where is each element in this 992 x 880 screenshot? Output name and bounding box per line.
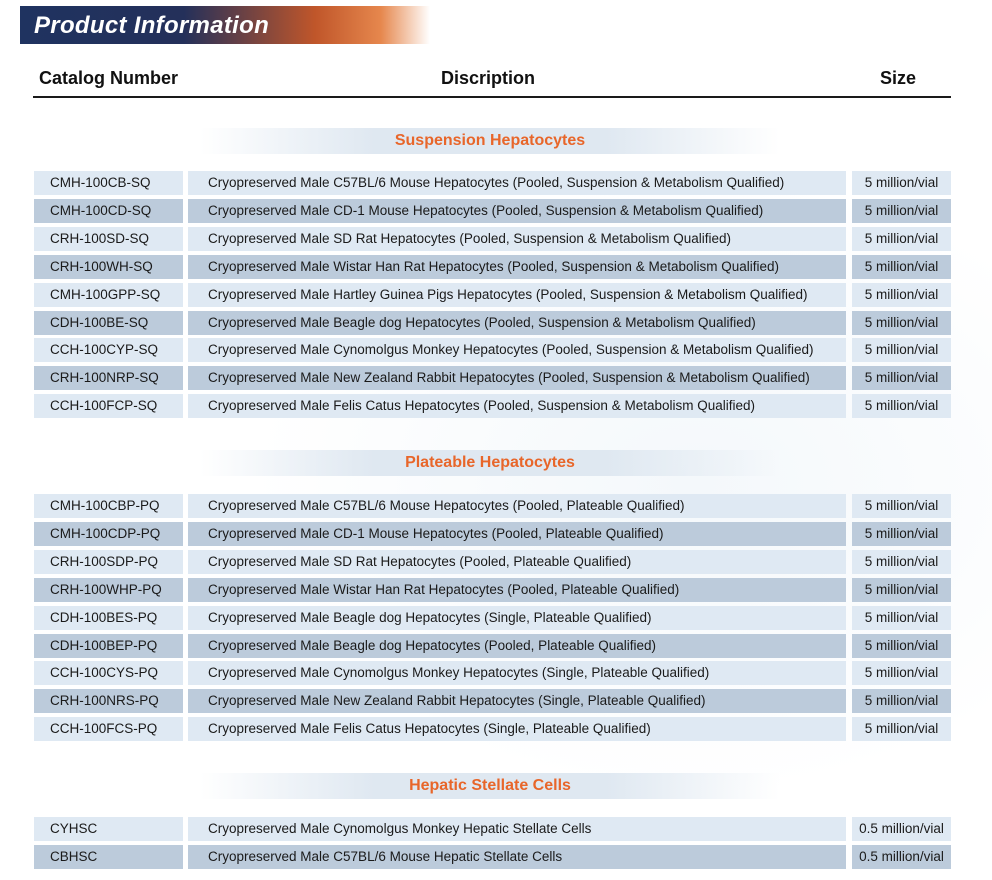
catalog-number-cell: CRH-100WHP-PQ [34, 578, 183, 602]
table-row [34, 845, 951, 869]
description-cell: Cryopreserved Male Felis Catus Hepatocytes (Pooled, Suspension & Metabolism Qualified) [188, 394, 846, 418]
section-title: Suspension Hepatocytes [200, 128, 780, 154]
description-cell: Cryopreserved Male New Zealand Rabbit Hepatocytes (Pooled, Suspension & Metabolism Qualified) [188, 366, 846, 390]
page-title: Product Information [34, 12, 270, 39]
size-cell: 5 million/vial [852, 522, 951, 546]
description-cell: Cryopreserved Male C57BL/6 Mouse Hepatocytes (Pooled, Suspension & Metabolism Qualified) [188, 171, 846, 195]
catalog-number-cell: CCH-100FCP-SQ [34, 394, 183, 418]
description-cell: Cryopreserved Male New Zealand Rabbit Hepatocytes (Single, Plateable Qualified) [188, 689, 846, 713]
description-cell: Cryopreserved Male Beagle dog Hepatocytes (Pooled, Suspension & Metabolism Qualified) [188, 311, 846, 335]
catalog-number-cell: CBHSC [34, 845, 183, 869]
description-cell: Cryopreserved Male CD-1 Mouse Hepatocytes (Pooled, Suspension & Metabolism Qualified) [188, 199, 846, 223]
table-row [34, 578, 951, 602]
size-cell: 5 million/vial [852, 606, 951, 630]
table-row [34, 494, 951, 518]
size-cell: 5 million/vial [852, 366, 951, 390]
description-cell: Cryopreserved Male SD Rat Hepatocytes (Pooled, Suspension & Metabolism Qualified) [188, 227, 846, 251]
description-cell: Cryopreserved Male Cynomolgus Monkey Hepatic Stellate Cells [188, 817, 846, 841]
table-row [34, 338, 951, 362]
table-row [34, 522, 951, 546]
header-size: Size [880, 68, 917, 88]
size-cell: 5 million/vial [852, 394, 951, 418]
description-cell: Cryopreserved Male Wistar Han Rat Hepatocytes (Pooled, Plateable Qualified) [188, 578, 846, 602]
catalog-number-cell: CDH-100BEP-PQ [34, 634, 183, 658]
description-cell: Cryopreserved Male C57BL/6 Mouse Hepatocytes (Pooled, Plateable Qualified) [188, 494, 846, 518]
table-row [34, 550, 951, 574]
size-cell: 5 million/vial [852, 550, 951, 574]
table-row [34, 717, 951, 741]
table-row [34, 366, 951, 390]
table-row [34, 283, 951, 307]
table-row [34, 661, 951, 685]
size-cell: 5 million/vial [852, 717, 951, 741]
size-cell: 5 million/vial [852, 311, 951, 335]
description-cell: Cryopreserved Male SD Rat Hepatocytes (Pooled, Plateable Qualified) [188, 550, 846, 574]
size-cell: 5 million/vial [852, 338, 951, 362]
size-cell: 0.5 million/vial [852, 845, 951, 869]
table-row [34, 689, 951, 713]
catalog-number-cell: CDH-100BE-SQ [34, 311, 183, 335]
title-banner [20, 6, 430, 44]
catalog-number-cell: CMH-100GPP-SQ [34, 283, 183, 307]
size-cell: 5 million/vial [852, 661, 951, 685]
section-title: Plateable Hepatocytes [200, 450, 780, 476]
catalog-number-cell: CRH-100NRS-PQ [34, 689, 183, 713]
description-cell: Cryopreserved Male C57BL/6 Mouse Hepatic Stellate Cells [188, 845, 846, 869]
header-description: Discription [441, 68, 536, 88]
size-cell: 5 million/vial [852, 171, 951, 195]
header-catalog-number: Catalog Number [39, 68, 179, 88]
table-row [34, 634, 951, 658]
catalog-number-cell: CRH-100WH-SQ [34, 255, 183, 279]
description-cell: Cryopreserved Male Wistar Han Rat Hepatocytes (Pooled, Suspension & Metabolism Qualified) [188, 255, 846, 279]
description-cell: Cryopreserved Male Beagle dog Hepatocytes (Pooled, Plateable Qualified) [188, 634, 846, 658]
description-cell: Cryopreserved Male Beagle dog Hepatocytes (Single, Plateable Qualified) [188, 606, 846, 630]
catalog-number-cell: CMH-100CDP-PQ [34, 522, 183, 546]
catalog-number-cell: CRH-100SD-SQ [34, 227, 183, 251]
description-cell: Cryopreserved Male Felis Catus Hepatocytes (Single, Plateable Qualified) [188, 717, 846, 741]
size-cell: 5 million/vial [852, 227, 951, 251]
catalog-number-cell: CDH-100BES-PQ [34, 606, 183, 630]
catalog-number-cell: CCH-100CYS-PQ [34, 661, 183, 685]
size-cell: 5 million/vial [852, 494, 951, 518]
description-cell: Cryopreserved Male Cynomolgus Monkey Hepatocytes (Pooled, Suspension & Metabolism Qualified) [188, 338, 846, 362]
catalog-number-cell: CCH-100CYP-SQ [34, 338, 183, 362]
size-cell: 0.5 million/vial [852, 817, 951, 841]
size-cell: 5 million/vial [852, 255, 951, 279]
table-row [34, 227, 951, 251]
catalog-number-cell: CMH-100CD-SQ [34, 199, 183, 223]
catalog-number-cell: CRH-100SDP-PQ [34, 550, 183, 574]
catalog-number-cell: CCH-100FCS-PQ [34, 717, 183, 741]
description-cell: Cryopreserved Male Hartley Guinea Pigs Hepatocytes (Pooled, Suspension & Metabolism Qualified) [188, 283, 846, 307]
size-cell: 5 million/vial [852, 634, 951, 658]
description-cell: Cryopreserved Male Cynomolgus Monkey Hepatocytes (Single, Plateable Qualified) [188, 661, 846, 685]
size-cell: 5 million/vial [852, 689, 951, 713]
catalog-number-cell: CRH-100NRP-SQ [34, 366, 183, 390]
table-row [34, 394, 951, 418]
table-row [34, 817, 951, 841]
table-row [34, 606, 951, 630]
table-row [34, 255, 951, 279]
table-row [34, 171, 951, 195]
table-header [33, 64, 951, 98]
table-row [34, 199, 951, 223]
catalog-number-cell: CMH-100CBP-PQ [34, 494, 183, 518]
catalog-number-cell: CYHSC [34, 817, 183, 841]
size-cell: 5 million/vial [852, 578, 951, 602]
description-cell: Cryopreserved Male CD-1 Mouse Hepatocytes (Pooled, Plateable Qualified) [188, 522, 846, 546]
size-cell: 5 million/vial [852, 283, 951, 307]
section-title: Hepatic Stellate Cells [200, 773, 780, 799]
table-row [34, 311, 951, 335]
catalog-number-cell: CMH-100CB-SQ [34, 171, 183, 195]
size-cell: 5 million/vial [852, 199, 951, 223]
